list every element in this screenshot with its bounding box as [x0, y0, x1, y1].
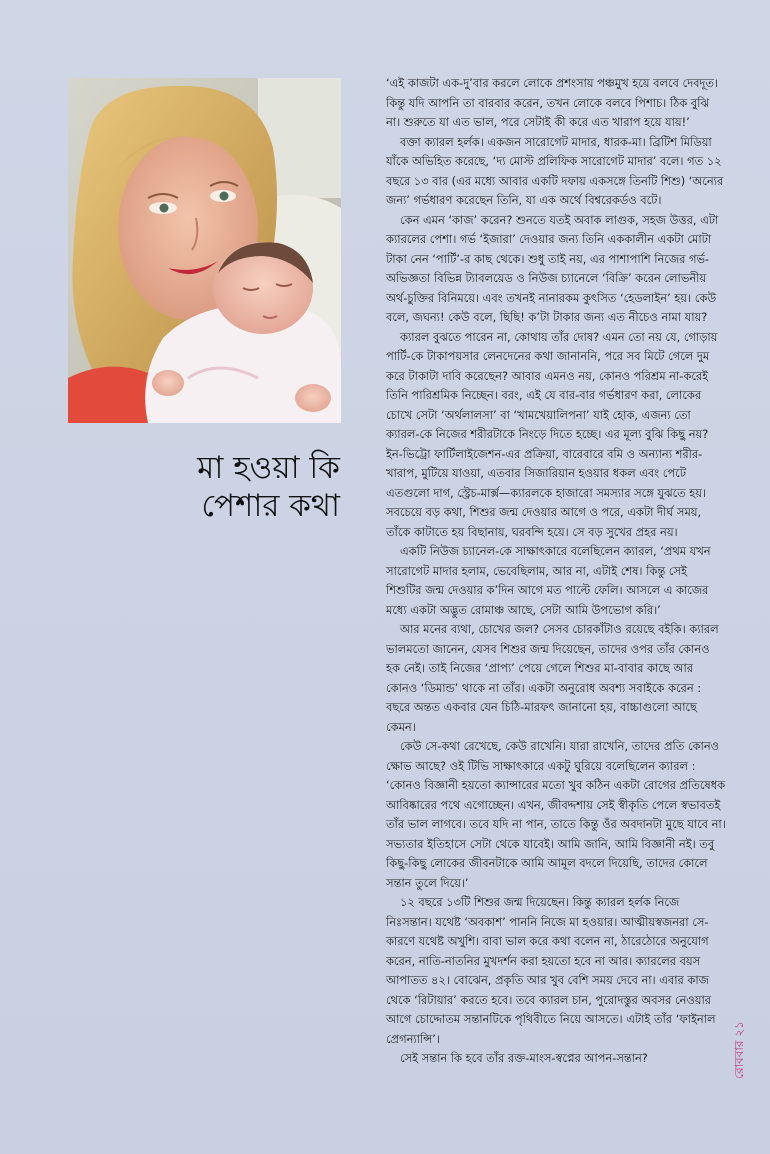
article-paragraph-8: ১২ বছরে ১৩টি শিশুর জন্ম দিয়েছেন। কিন্তু ক্যারল হর্লক নিজে নিঃসন্তান। যথেষ্ট ‘অবকাশ’ পাননি নিজে মা হওয়ার। আত্মীয়স্বজনরা সে-কারণে যথেষ্ট অখুশি। বাবা ভাল করে কথা বলেন না, ঠারেঠোরে অনুযোগ করেন, নাতি-নাতনির মুখদর্শন করা হয়তো হবে না আর। ক্যারলের বয়স আপাতত ৪২। বোঝেন, প্রকৃতি আর খুব বেশি সময় দেবে না। এবার কাজ থেকে ‘রিটায়ার’ করতে হবে। তবে ক্যারল চান, পুরোদস্তুর অবসর নেওয়ার আগে চোদ্দোতম সন্তানটিকে পৃথিবীতে নিয়ে আসতে। এটাই তাঁর ‘ফাইনাল প্রেগন্যান্সি’। — [386, 895, 716, 1046]
headline-line-1: মা হওয়া কি — [197, 450, 340, 486]
article-paragraph-3: কেন এমন ‘কাজ’ করেন? শুনতে যতই অবাক লাগুক, সহজ উত্তর, এটা ক্যারলের পেশা। গর্ভ ‘ইজারা’ দেওয়ার জন্য তিনি এককালীন একটা মোটা টাকা নেন ‘পার্টি’-র কাছ থেকে। শুধু তাই নয়, এর পাশাপাশি নিজের গর্ভ-অভিজ্ঞতা বিভিন্ন ট্যাবলয়েড ও নিউজ চ্যানেলে ‘বিক্রি’ করেন লোভনীয় অর্থ-চুক্তির বিনিময়ে। এবং তখনই নানারকম কুৎসিত ‘হেডলাইন’ হয়। কেউ বলে, জঘন্য! কেউ বলে, ছিছি! ক’টা টাকার জন্য এত নীচেও নামা যায়? — [386, 212, 719, 324]
article-paragraph-9: সেই সন্তান কি হবে তাঁর রক্ত-মাংস-স্বপ্নের আপন-সন্তান? — [400, 1051, 648, 1065]
article-paragraph-5: একটি নিউজ চ্যানেল-কে সাক্ষাৎকারে বলেছিলেন ক্যারল, ‘প্রথম যখন সারোগেট মাদার হলাম, ভেবেছিলাম, আর না, এটাই শেষ। কিন্তু সেই শিশুটির জন্ম দেওয়ার ক’দিন আগে মত পাল্টে ফেলি। আসলে এ কাজের মধ্যে একটা অদ্ভুত রোমাঞ্চ আছে, সেটা আমি উপভোগ করি।’ — [386, 544, 711, 617]
magazine-name-page-number: রোববার ২১ — [732, 1021, 746, 1079]
article-body — [386, 74, 726, 1069]
article-headline — [150, 449, 340, 525]
article-paragraph-4: ক্যারল বুঝতে পারেন না, কোথায় তাঁর দোষ? এমন তো নয় যে, গোড়ায় পার্টি-কে টাকাপয়সার লেনদেনের কথা জানাননি, পরে সব মিটে গেলে দুম করে টাকাটা দাবি করেছেন? আবার এমনও নয়, কোনও পরিশ্রম না-করেই তিনি পারিশ্রমিক নিচ্ছেন। বরং, এই যে বার-বার গর্ভধারণ করা, লোকের চোখে সেটা ‘অর্থলালসা’ বা ‘খামখেয়ালিপনা’ যাই হোক, এজন্য তো ক্যারল-কে নিজের শরীরটাকে নিংড়ে দিতে হচ্ছে। এর মূল্য বুঝি কিছু নয়? ইন-ভিট্রো ফার্টিলাইজেশন-এর প্রক্রিয়া, বারেবারে বমি ও অন্যান্য শরীর-খারাপ, মুটিয়ে যাওয়া, এতবার সিজারিয়ান হওয়ার ধকল এবং পেটে এতগুলো দাগ, স্ট্রেচ-মার্ক্স—ক্যারলকে হাজারো সমস্যার সঙ্গে যুঝতে হয়। সবচেয়ে বড় কথা, শিশুর জন্ম দেওয়ার আগে ও পরে, একটা দীর্ঘ সময়, তাঁকে কাটাতে হয় বিছানায়, ঘরবন্দি হয়ে। সে বড় সুখের প্রহর নয়। — [386, 329, 718, 539]
page-footer — [733, 1010, 749, 1090]
article-paragraph-6: আর মনের ব্যথা, চোখের জল? সেসব চোরকাঁটাও রয়েছে বইকি। ক্যারল ভালমতো জানেন, যেসব শিশুর জন্ম দিয়েছেন, তাদের ওপর তাঁর কোনও হক নেই। তাই নিজের ‘প্রাপ্য’ পেয়ে গেলে শিশুর মা-বাবার কাছে আর কোনও ‘ডিমান্ড’ থাকে না তাঁর। একটা অনুরোধ অবশ্য সবাইকে করেন : বছরে অন্তত একবার যেন চিঠি-মারফৎ জানানো হয়, বাচ্চাগুলো আছে কেমন। — [386, 622, 719, 734]
article-paragraph-7: কেউ সে-কথা রেখেছে, কেউ রাখেনি। যারা রাখেনি, তাদের প্রতি কোনও ক্ষোভ আছে? ওই টিভি সাক্ষাৎকারে একটু ঘুরিয়ে বলেছিলেন ক্যারল : ‘কোনও বিজ্ঞানী হয়তো ক্যান্সারের মতো খুব কঠিন একটা রোগের প্রতিষেধক আবিষ্কারের পথে এগোচ্ছেন। এখন, জীবদ্দশায় সেই স্বীকৃতি পেলে স্বভাবতই তাঁর ভাল লাগবে। তবে যদি না পান, তাতে কিন্তু ওঁর অবদানটা মুছে যাবে না। সভ্যতার ইতিহাসে সেটা থেকে যাবেই। আমি জানি, আমি বিজ্ঞানী নই। তবু কিছু-কিছু লোকের জীবনটাকে আমি আমূল বদলে দিয়েছি, তাদের কোলে সন্তান তুলে দিয়ে।’ — [386, 739, 726, 890]
article-paragraph-1: ‘এই কাজটা এক-দু’বার করলে লোকে প্রশংসায় পঞ্চমুখ হয়ে বলবে দেবদূত। কিন্তু যদি আপনি তা বারবার করেন, তখন লোকে বলবে পিশাচ। ঠিক বুঝি না। শুরুতে যা এত ভাল, পরে সেটাই কী করে এত খারাপ হয়ে যায়!’ — [386, 76, 719, 129]
article-paragraph-2: বক্তা ক্যারল হর্লক। একজন সারোগেট মাদার, ধারক-মা। ব্রিটিশ মিডিয়া যাঁকে অভিহিত করেছে, ‘দ্য মোস্ট প্রলিফিক সারোগেট মাদার’ বলে। গত ১২ বছরে ১৩ বার (এর মধ্যে আবার একটি দফায় একসঙ্গে তিনটি শিশু) ‘অন্যের জন্য’ গর্ভধারণ করেছেন তিনি, যা এক অর্থে বিশ্বরেকর্ডও বটে। — [386, 134, 724, 207]
headline-line-2: পেশার কথা — [201, 488, 340, 524]
mother-and-baby-photo — [68, 78, 341, 423]
